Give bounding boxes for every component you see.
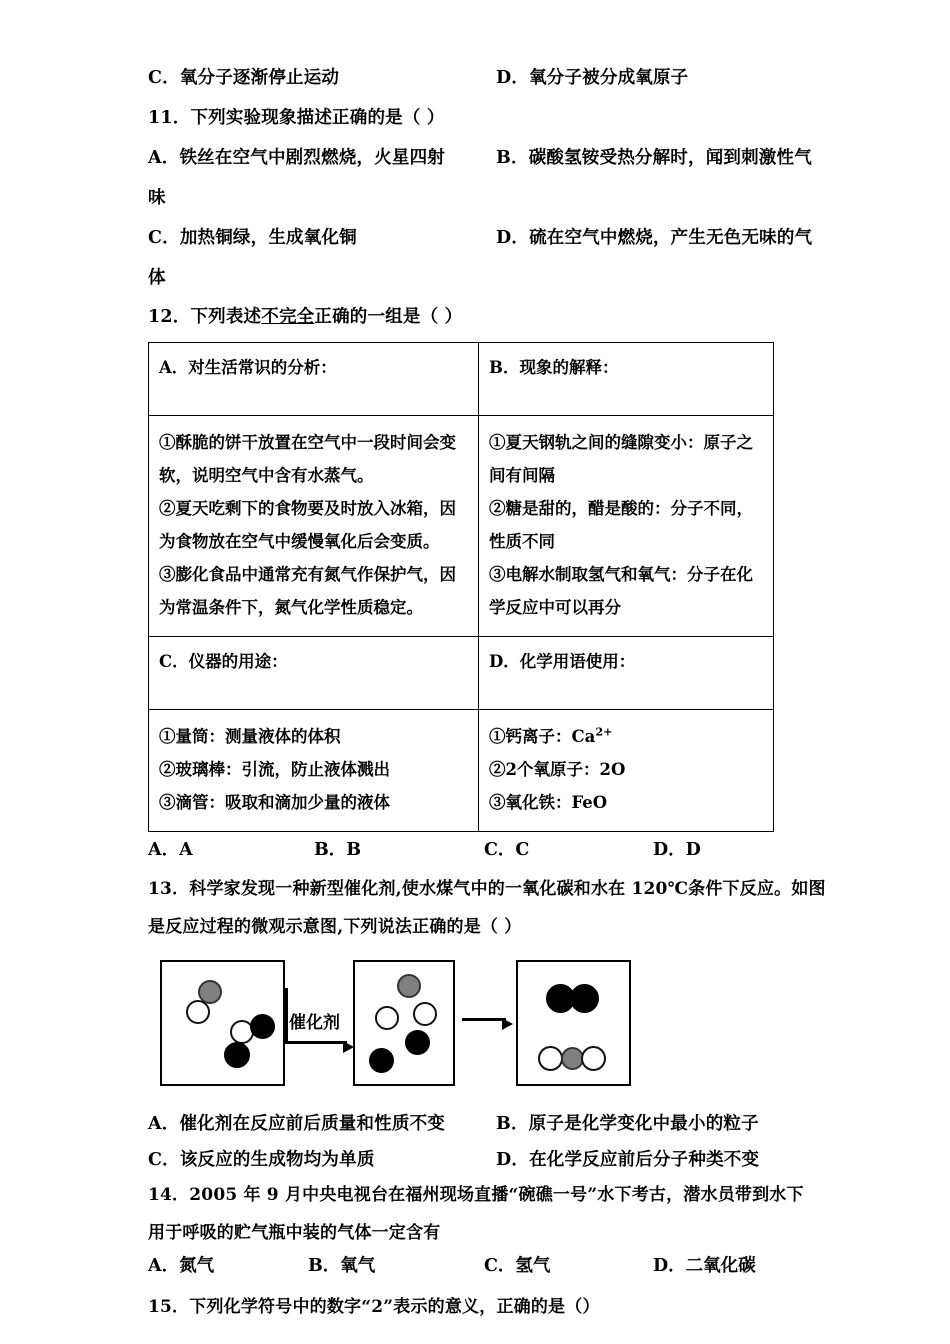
diagram-box-reactants — [160, 960, 285, 1086]
atom-white-oxygen-5 — [538, 1046, 563, 1071]
cell-c-line-1: ①量筒：测量液体的体积 — [159, 727, 341, 746]
cell-b-line-5: ③电解水制取氢气和氧气：分子在化 — [489, 565, 753, 584]
table-row-headers-ab — [149, 343, 774, 416]
q13-option-a: A．催化剂在反应前后质量和性质不变 — [148, 1114, 445, 1134]
q11-option-a: A．铁丝在空气中剧烈燃烧，火星四射 — [148, 148, 445, 168]
cell-a-line-1: ①酥脆的饼干放置在空气中一段时间会变 — [159, 433, 456, 452]
q11-options-ab — [148, 138, 812, 178]
atom-white-oxygen-3 — [375, 1006, 399, 1030]
atom-white-oxygen-1 — [186, 1000, 210, 1024]
q13-option-c: C．该反应的生成物均为单质 — [148, 1150, 375, 1170]
table-cell-body-c — [149, 710, 479, 832]
table-cell-header-d: D．化学用语使用： — [479, 637, 774, 710]
cell-b-line-3: ②糖是甜的，醋是酸的：分子不同， — [489, 499, 753, 518]
cell-d-line-1-text: ①钙离子：Ca — [489, 727, 596, 746]
q14-option-a: A．氮气 — [148, 1256, 215, 1276]
q13-option-b: B．原子是化学变化中最小的粒子 — [496, 1114, 759, 1134]
cell-d-line-1 — [489, 720, 763, 753]
arrow-2-shaft — [462, 1018, 506, 1021]
q12-answer-row — [148, 836, 808, 870]
q12-stem-pre: 12．下列表述 — [148, 307, 262, 327]
q11-option-b-continuation: 味 — [148, 188, 166, 208]
calcium-ion-charge-superscript: 2+ — [595, 724, 613, 739]
reaction-arrow-1-group — [285, 960, 357, 1086]
q13-stem-line-2: 是反应过程的微观示意图,下列说法正确的是（ ） — [148, 917, 522, 937]
q14-option-b: B．氧气 — [308, 1256, 376, 1276]
atom-white-oxygen-4 — [413, 1002, 437, 1026]
q12-stem-post: 正确的一组是（ ） — [314, 307, 463, 327]
table-row-headers-cd — [149, 637, 774, 710]
q11-option-d-continuation: 体 — [148, 268, 166, 288]
cell-a-line-6: 为常温条件下，氮气化学性质稳定。 — [159, 598, 423, 617]
cell-c-line-2: ②玻璃棒：引流，防止液体溅出 — [159, 760, 390, 779]
reaction-arrow-2-group — [460, 960, 518, 1086]
table-cell-header-b: B．现象的解释： — [479, 343, 774, 416]
q12-answer-c: C．C — [484, 840, 530, 860]
table-cell-body-a — [149, 416, 479, 637]
table-cell-header-a: A．对生活常识的分析： — [149, 343, 479, 416]
cell-d-line-3: ③氧化铁：FeO — [489, 793, 608, 812]
table-row-body-ab — [149, 416, 774, 637]
q14-option-d: D．二氧化碳 — [653, 1256, 756, 1276]
q11-options-cd — [148, 218, 813, 258]
atom-black-hydrogen-6 — [570, 984, 599, 1013]
table-cell-header-c: C．仪器的用途： — [149, 637, 479, 710]
q10-option-c: C．氧分子逐渐停止运动 — [148, 68, 340, 88]
catalyst-label: 催化剂 — [289, 1013, 340, 1033]
q13-reaction-diagram — [148, 956, 808, 1096]
q11-option-b: B．碳酸氢铵受热分解时，闻到刺激性气 — [496, 148, 812, 168]
page-content — [148, 58, 826, 1326]
atom-black-hydrogen-3 — [405, 1030, 430, 1055]
q12-stem — [148, 298, 808, 336]
table-row-body-cd — [149, 710, 774, 832]
atom-black-hydrogen-2 — [224, 1042, 250, 1068]
cell-a-line-4: 为食物放在空气中缓慢氧化后会变质。 — [159, 532, 440, 551]
atom-black-hydrogen-4 — [369, 1048, 394, 1073]
arrow-1-vertical-tick — [285, 988, 288, 1044]
q14-stem-line-1: 14．2005 年 9 月中央电视台在福州现场直播“碗礁一号”水下考古，潜水员带到水下 — [148, 1185, 804, 1205]
diagram-box-intermediate — [353, 960, 455, 1086]
q13-option-d: D．在化学反应前后分子种类不变 — [496, 1150, 760, 1170]
cell-b-line-6: 学反应中可以再分 — [489, 598, 621, 617]
q13-options-ab — [148, 1104, 808, 1140]
q11-stem: 11．下列实验现象描述正确的是（ ） — [148, 108, 445, 128]
atom-white-oxygen-6 — [581, 1046, 606, 1071]
arrow-1-shaft — [285, 1041, 347, 1044]
q13-stem-line-1: 13．科学家发现一种新型催化剂,使水煤气中的一氧化碳和水在 120℃条件下反应。如图 — [148, 879, 826, 899]
q12-stem-underlined: 不完全 — [261, 307, 315, 327]
cell-a-line-3: ②夏天吃剩下的食物要及时放入冰箱，因 — [159, 499, 456, 518]
q10-option-d: D．氧分子被分成氧原子 — [496, 68, 689, 88]
atom-black-hydrogen-1 — [250, 1014, 275, 1039]
q13-options-cd — [148, 1140, 808, 1176]
arrow-2-head-icon — [502, 1018, 513, 1030]
atom-gray-carbon-2 — [397, 974, 421, 998]
cell-d-line-2: ②2个氧原子：2O — [489, 760, 626, 779]
cell-c-line-3: ③滴管：吸取和滴加少量的液体 — [159, 793, 390, 812]
q11-option-c: C．加热铜绿，生成氧化铜 — [148, 228, 357, 248]
table-cell-body-b — [479, 416, 774, 637]
cell-b-line-1: ①夏天钢轨之间的缝隙变小：原子之 — [489, 433, 753, 452]
diagram-box-products — [516, 960, 631, 1086]
cell-b-line-2: 间有间隔 — [489, 466, 555, 485]
cell-a-line-5: ③膨化食品中通常充有氮气作保护气，因 — [159, 565, 456, 584]
cell-b-line-4: 性质不同 — [489, 532, 555, 551]
q14-option-c: C．氢气 — [484, 1256, 551, 1276]
q11-option-d: D．硫在空气中燃烧，产生无色无味的气 — [496, 228, 813, 248]
q12-answer-b: B．B — [314, 840, 362, 860]
q12-comparison-table — [148, 342, 774, 832]
q12-answer-a: A．A — [148, 840, 193, 860]
q15-stem: 15．下列化学符号中的数字“2”表示的意义，正确的是（） — [148, 1297, 600, 1317]
q14-options-row — [148, 1252, 808, 1288]
table-cell-body-d — [479, 710, 774, 832]
q10-options-row — [148, 58, 808, 98]
q14-stem-line-2: 用于呼吸的贮气瓶中装的气体一定含有 — [148, 1223, 441, 1243]
q12-answer-d: D．D — [653, 840, 701, 860]
cell-a-line-2: 软，说明空气中含有水蒸气。 — [159, 466, 374, 485]
